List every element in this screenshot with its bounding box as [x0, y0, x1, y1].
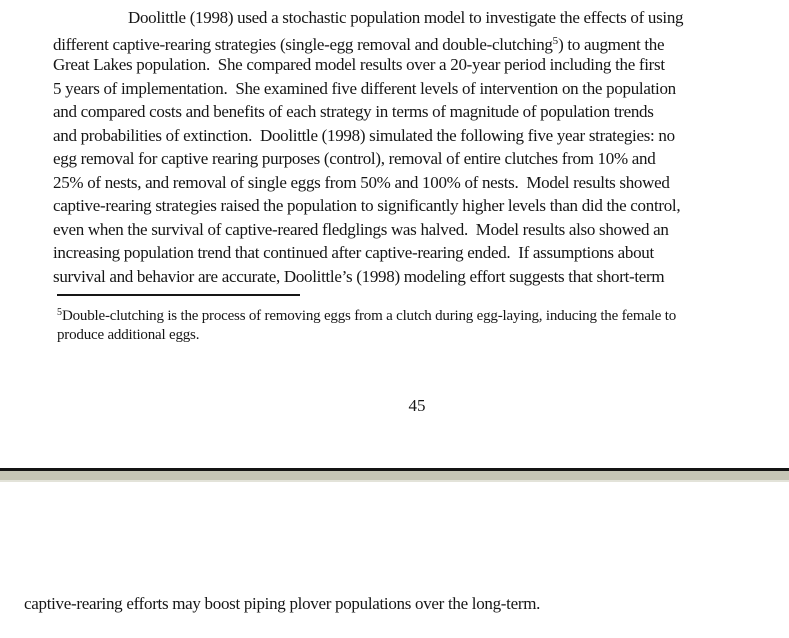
paragraph-line — [53, 241, 755, 265]
line-text: Doolittle (1998) used a stochastic population model to investigate the effects of using — [128, 8, 684, 27]
line-text: even when the survival of captive-reared fledglings was halved. Model results also showed an — [53, 219, 669, 239]
continuation-text: captive-rearing efforts may boost piping plover populations over the long-term. — [24, 594, 541, 613]
page-gap-band — [0, 471, 789, 480]
line-text: captive-rearing strategies raised the population to significantly higher levels than did the control, — [53, 196, 681, 215]
paragraph-line — [53, 171, 755, 195]
footnote-reference-superscript: 5 — [552, 34, 559, 47]
body-paragraph — [53, 6, 755, 288]
paragraph-line — [53, 100, 755, 124]
page-number: 45 — [408, 396, 426, 415]
paragraph-line — [53, 53, 755, 77]
footnote-line — [57, 301, 749, 324]
line-text: and compared costs and benefits of each strategy in terms of magnitude of population trends — [53, 102, 654, 121]
line-text: different captive-rearing strategies (single-egg removal and double-clutching — [53, 34, 553, 54]
footnote-text: Double-clutching is the process of removing eggs from a clutch during egg-laying, inducing the female to — [62, 308, 677, 324]
paragraph-line — [53, 194, 755, 218]
paragraph-line — [53, 265, 755, 289]
line-text: egg removal for captive rearing purposes (control), removal of entire clutches from 10% and — [53, 149, 656, 168]
line-text: 25% of nests, and removal of single eggs from 50% and 100% of nests. Model results showed — [53, 172, 670, 192]
line-text: Great Lakes population. She compared model results over a 20-year period including the first — [53, 55, 665, 74]
line-text: survival and behavior are accurate, Doolittle’s (1998) modeling effort suggests that short-term — [53, 266, 665, 286]
paragraph-line — [53, 6, 755, 30]
document-page-next — [0, 482, 789, 638]
footnote — [57, 301, 749, 347]
page-break-divider — [0, 468, 789, 482]
paragraph-line — [53, 30, 755, 54]
paragraph-line — [53, 124, 755, 148]
line-text: increasing population trend that continued after captive-rearing ended. If assumptions about — [53, 243, 654, 262]
paragraph-line — [53, 218, 755, 242]
footnote-separator-rule — [57, 294, 300, 296]
paragraph-line — [53, 77, 755, 101]
line-text: 5 years of implementation. She examined five different levels of intervention on the population — [53, 78, 676, 98]
paragraph-line — [53, 147, 755, 171]
line-text: and probabilities of extinction. Doolittle (1998) simulated the following five year strategies: no — [53, 125, 675, 145]
footnote-line — [57, 324, 749, 347]
footnote-marker: 5 — [57, 307, 62, 318]
line-text: ) to augment the — [558, 34, 665, 54]
footnote-text: produce additional eggs. — [57, 327, 200, 343]
